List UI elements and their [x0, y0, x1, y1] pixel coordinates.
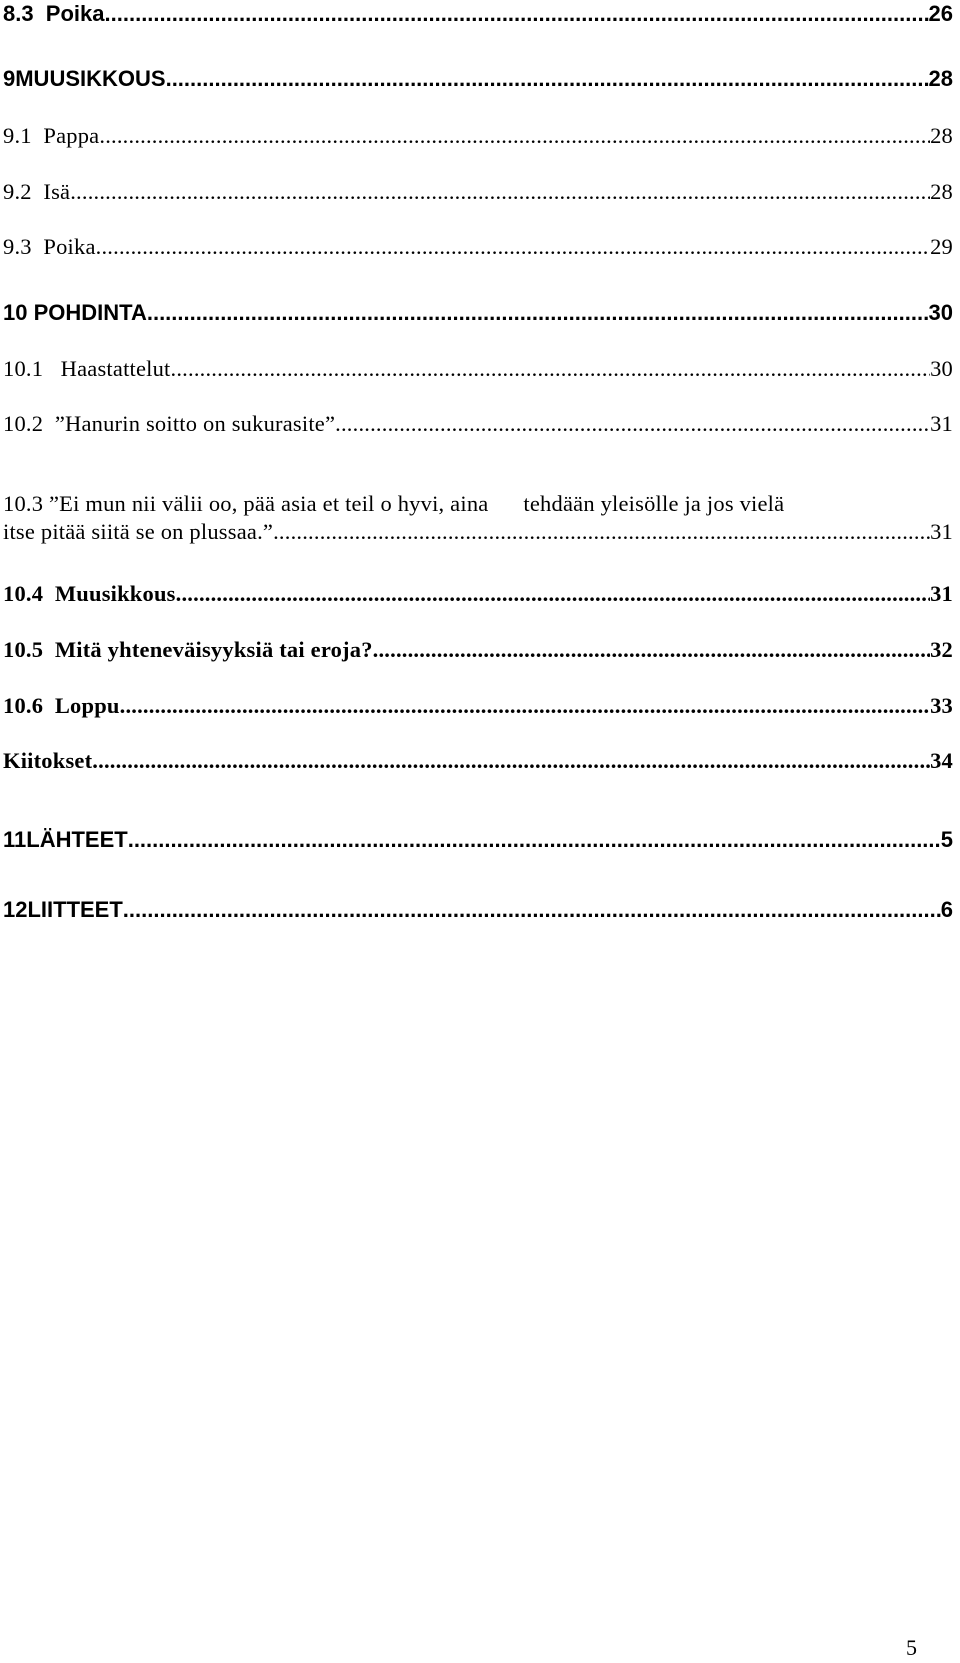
- dot-leader: [99, 122, 930, 150]
- toc-entry-page: 6: [940, 897, 953, 922]
- dot-leader: [92, 747, 930, 775]
- dot-leader: [373, 636, 930, 664]
- toc-entry-10-5[interactable]: [3, 636, 953, 664]
- toc-entry-page: 28: [928, 66, 953, 91]
- toc-entry-label: 10 POHDINTA: [3, 300, 147, 325]
- toc-entry-label: itse pitää siitä se on plussaa.”: [3, 519, 274, 544]
- page-number: 5: [906, 1635, 917, 1660]
- dot-leader: [335, 410, 930, 438]
- toc-entry-10-3[interactable]: [3, 490, 953, 546]
- dot-leader: [166, 65, 929, 93]
- toc-entry-label-line1: 10.3 ”Ei mun nii välii oo, pää asia et teil o hyvi, aina tehdään yleisölle ja jos vielä: [3, 491, 785, 516]
- toc-entry-12[interactable]: [3, 896, 953, 924]
- dot-leader: [176, 580, 930, 608]
- toc-entry-10[interactable]: [3, 299, 953, 327]
- dot-leader: [105, 0, 929, 28]
- toc-entry-page: 26: [928, 1, 953, 26]
- dot-leader: [120, 692, 930, 720]
- toc-entry-page: 28: [930, 123, 953, 148]
- toc-entry-label: 8.3 Poika: [3, 1, 105, 26]
- dot-leader: [147, 299, 929, 327]
- toc-entry-label: 10.1 Haastattelut: [3, 356, 171, 381]
- toc-entry-label: Kiitokset: [3, 748, 93, 773]
- toc-entry-10-1[interactable]: [3, 355, 953, 383]
- toc-entry-10-6[interactable]: [3, 692, 953, 720]
- dot-leader: [273, 518, 930, 546]
- toc-entry-label: 9MUUSIKKOUS: [3, 66, 166, 91]
- toc-entry-label: 9.3 Poika: [3, 234, 96, 259]
- toc-entry-page: 29: [930, 234, 953, 259]
- dot-leader: [128, 826, 941, 854]
- toc-entry-page: 30: [928, 300, 953, 325]
- toc-entry-label: 9.1 Pappa: [3, 123, 100, 148]
- toc-entry-9-1[interactable]: [3, 122, 953, 150]
- toc-entry-label: 11LÄHTEET: [3, 827, 128, 852]
- toc-entry-label: 10.4 Muusikkous: [3, 581, 176, 606]
- toc-entry-page: 31: [930, 519, 953, 544]
- dot-leader: [70, 178, 930, 206]
- toc-entry-label: 10.2 ”Hanurin soitto on sukurasite”: [3, 411, 336, 436]
- toc-entry-10-2[interactable]: [3, 410, 953, 438]
- toc-entry-page: 31: [930, 411, 953, 436]
- toc-entry-8-3[interactable]: [3, 0, 953, 28]
- toc-entry-9-2[interactable]: [3, 178, 953, 206]
- toc-entry-page: 33: [930, 693, 953, 718]
- toc-entry-10-4[interactable]: [3, 580, 953, 608]
- toc-entry-label: 9.2 Isä: [3, 179, 71, 204]
- toc-entry-11[interactable]: [3, 826, 953, 854]
- dot-leader: [123, 896, 941, 924]
- dot-leader: [171, 355, 931, 383]
- toc-entry-9-3[interactable]: [3, 233, 953, 261]
- toc-entry-label: 10.6 Loppu: [3, 693, 120, 718]
- toc-entry-label: 10.5 Mitä yhteneväisyyksiä tai eroja?: [3, 637, 373, 662]
- toc-entry-page: 31: [930, 581, 953, 606]
- toc-entry-page: 28: [930, 179, 953, 204]
- toc-entry-label: 12LIITTEET: [3, 897, 123, 922]
- toc-entry-kiitokset[interactable]: [3, 747, 953, 775]
- dot-leader: [96, 233, 930, 261]
- toc-entry-page: 32: [930, 637, 953, 662]
- toc-entry-page: 34: [930, 748, 953, 773]
- toc-entry-page: 30: [930, 356, 953, 381]
- toc-entry-page: 5: [940, 827, 953, 852]
- toc-entry-9[interactable]: [3, 65, 953, 93]
